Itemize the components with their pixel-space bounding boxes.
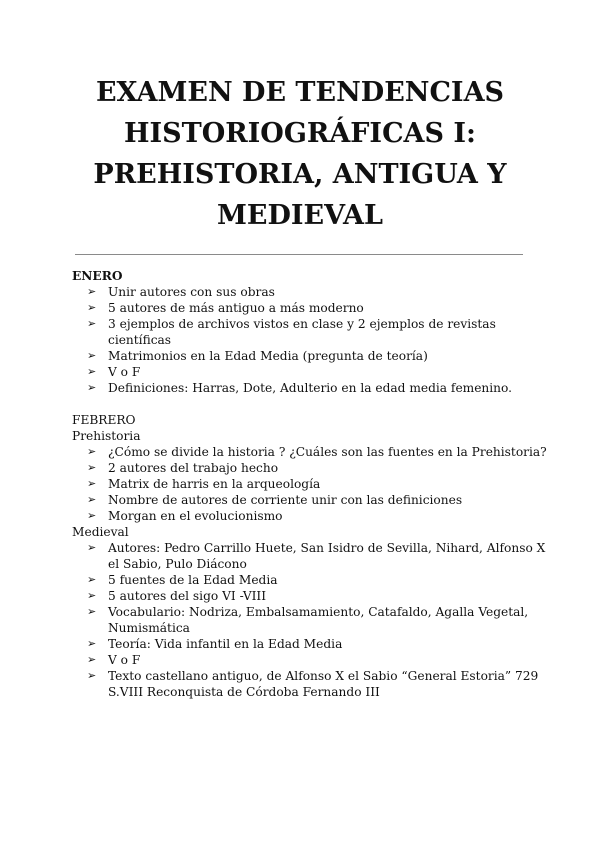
- title-line-1: EXAMEN DE TENDENCIAS: [95, 77, 505, 108]
- list-item: ➢ Nombre de autores de corriente unir con las definiciones: [87, 493, 463, 507]
- arrow-bullet-icon: ➢: [87, 285, 97, 298]
- arrow-bullet-icon: ➢: [87, 477, 97, 490]
- arrow-bullet-icon: ➢: [87, 493, 97, 506]
- list-item: ➢ Vocabulario: Nodriza, Embalsamamiento, Catafaldo, Agalla Vegetal, Numismática: [87, 605, 529, 635]
- arrow-bullet-icon: ➢: [87, 541, 97, 554]
- title-line-2: HISTORIOGRÁFICAS I:: [123, 118, 476, 149]
- list-item: ➢ Morgan en el evolucionismo: [87, 509, 283, 523]
- subsection-heading-prehistoria: Prehistoria: [72, 429, 141, 443]
- list-item: ➢ 2 autores del trabajo hecho: [87, 461, 279, 475]
- arrow-bullet-icon: ➢: [87, 637, 97, 650]
- section-heading-enero: ENERO: [72, 269, 123, 283]
- list-item: ➢ Matrix de harris en la arqueología: [87, 477, 321, 491]
- list-item: ➢ Autores: Pedro Carrillo Huete, San Isidro de Sevilla, Nihard, Alfonso X el Sabio, Pulo Diácono: [87, 541, 546, 571]
- list-item: ➢ Matrimonios en la Edad Media (pregunta de teoría): [87, 349, 428, 363]
- list-item: ➢ ¿Cómo se divide la historia ? ¿Cuáles son las fuentes en la Prehistoria?: [87, 445, 547, 459]
- list-item: ➢ 5 fuentes de la Edad Media: [87, 573, 278, 587]
- arrow-bullet-icon: ➢: [87, 445, 97, 458]
- arrow-bullet-icon: ➢: [87, 669, 97, 682]
- section-heading-febrero: FEBRERO: [72, 413, 136, 427]
- arrow-bullet-icon: ➢: [87, 653, 97, 666]
- arrow-bullet-icon: ➢: [87, 509, 97, 522]
- list-item: ➢ 5 autores del sigo VI -VIII: [87, 589, 267, 603]
- arrow-bullet-icon: ➢: [87, 381, 97, 394]
- list-item: ➢ Texto castellano antiguo, de Alfonso X el Sabio “General Estoria” 729 S.VIII Reconquista de Córdoba Fernando III: [87, 669, 539, 699]
- arrow-bullet-icon: ➢: [87, 349, 97, 362]
- list-item: ➢ V o F: [87, 365, 141, 379]
- title-line-3: PREHISTORIA, ANTIGUA Y: [93, 159, 507, 190]
- enero-list: [72, 284, 552, 396]
- title-line-4: MEDIEVAL: [217, 200, 383, 231]
- arrow-bullet-icon: ➢: [87, 461, 97, 474]
- document-body: [72, 268, 552, 700]
- arrow-bullet-icon: ➢: [87, 301, 97, 314]
- arrow-bullet-icon: ➢: [87, 365, 97, 378]
- arrow-bullet-icon: ➢: [87, 605, 97, 618]
- list-item: ➢ 5 autores de más antiguo a más moderno: [87, 301, 364, 315]
- list-item: ➢ V o F: [87, 653, 141, 667]
- document-title: [60, 72, 540, 236]
- medieval-list: [72, 540, 552, 700]
- list-item: ➢ Unir autores con sus obras: [87, 285, 275, 299]
- list-item: ➢ 3 ejemplos de archivos vistos en clase y 2 ejemplos de revistas científicas: [87, 317, 496, 347]
- subsection-heading-medieval: Medieval: [72, 525, 129, 539]
- arrow-bullet-icon: ➢: [87, 317, 97, 330]
- list-item: ➢ Definiciones: Harras, Dote, Adulterio en la edad media femenino.: [87, 381, 513, 395]
- horizontal-divider: [75, 254, 523, 255]
- section-spacer: [72, 396, 552, 412]
- arrow-bullet-icon: ➢: [87, 589, 97, 602]
- list-item: ➢ Teoría: Vida infantil en la Edad Media: [87, 637, 343, 651]
- prehistoria-list: [72, 444, 552, 524]
- arrow-bullet-icon: ➢: [87, 573, 97, 586]
